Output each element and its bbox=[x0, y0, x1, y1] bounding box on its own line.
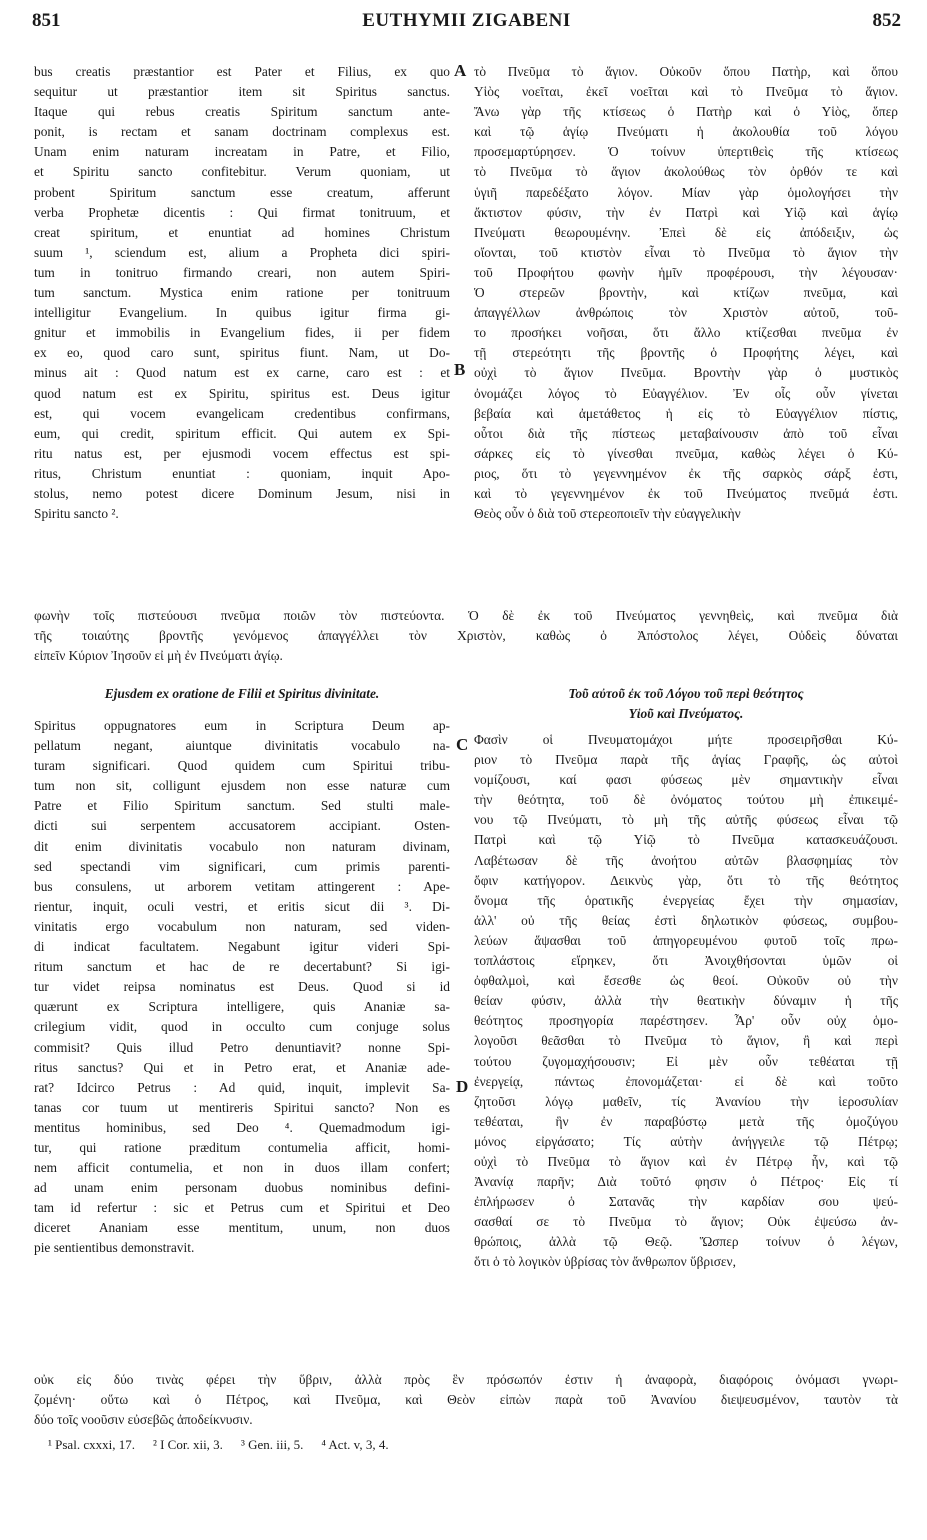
text-line: οὐχὶ τὸ Πνεῦμα τὸ ἅγιον καὶ ἐν Πέτρῳ ἦν, καὶ τῷ bbox=[474, 1153, 898, 1169]
text-line: ritum sanctum et hac de re decertabunt? Si igi- bbox=[34, 959, 450, 975]
text-line: vinitatis ergo vocabulum non naturam, sed viden- bbox=[34, 918, 450, 934]
text-line: Υἱὸς νοεῖται, ἐκεῖ νοεῖται καὶ τὸ Πνεῦμα τὸ ἅγιον. bbox=[474, 84, 898, 100]
text-line: οὐχὶ τὸ ἅγιον Πνεῦμα. Βροντὴν γὰρ ὁ μυστικὸς bbox=[474, 365, 898, 381]
text-line: stolus, nemo potest dicere Dominum Jesum, nisi in bbox=[34, 485, 450, 501]
text-line: sed spectandi vim significari, cum primis parenti- bbox=[34, 858, 450, 874]
text-line: diceret Ananiam esse mentitum, unum, non duos bbox=[34, 1220, 450, 1236]
text-line: τούτου ζυγομαχήσουσιν; Εἰ μὲν οὖν τεθέαται τῇ bbox=[474, 1053, 898, 1069]
text-line: οὗτοι διὰ τῆς πίστεως μεταβαίνουσιν ἀπὸ τοῦ εἶναι bbox=[474, 425, 898, 441]
greek-full-width-paragraph bbox=[34, 606, 898, 666]
text-line: rientur, inquit, oculi vestri, et eritis sicut dii ³. Di- bbox=[34, 898, 450, 914]
text-line: θεότητος προσηγορία παρέστησεν. Ἆρ' οὖν οὐχ ὁμο- bbox=[474, 1013, 898, 1029]
latin-column-top bbox=[34, 62, 450, 524]
text-line: Πνεύματι θεωρουμένην. Ἐπεὶ δὲ εἰς ἀπόδειξιν, ὡς bbox=[474, 224, 898, 240]
text-line: ἀπαγγέλλων ἀνθρώποις τὸν Χριστὸν αὐτοῦ, τοῦ- bbox=[474, 305, 898, 321]
text-line: τὴν θεότητα, τοῦ δὲ ὀνόματος τούτου μὴ ἐπικειμέ- bbox=[474, 792, 898, 808]
latin-heading-text: Ejusdem ex oratione de Filii et Spiritus divinitate. bbox=[104, 686, 380, 701]
text-line: mentitus hominibus, sed Deo ⁴. Quemadmodum igi- bbox=[34, 1119, 450, 1135]
text-line: καὶ τῷ ἁγίῳ Πνεύματι ἡ ἀκολουθία τοῦ λόγου bbox=[474, 124, 898, 140]
running-header bbox=[32, 8, 901, 34]
text-line: tam id refertur : sic et Petrus cum et Spiritui et Deo bbox=[34, 1200, 450, 1216]
greek-heading-line: Τοῦ αὐτοῦ ἐκ τοῦ Λόγου τοῦ περὶ θεότητος bbox=[568, 686, 804, 701]
running-title: EUTHYMII ZIGABENI bbox=[362, 10, 571, 31]
text-line: τῆς τοιαύτης βροντῆς γενόμενος ἀπαγγέλλει τὸν Χριστὸν, καθὼς ὁ Ἀπόστολος λέγει, Οὐδεὶς δύναται bbox=[34, 628, 898, 644]
text-line: Spiritu sancto ². bbox=[34, 506, 119, 522]
text-line: ὑγιῆ παρεδέξατο λόγον. Μίαν γὰρ ὁμολογήσει τὴν bbox=[474, 184, 898, 200]
text-line: ὅτι ὁ τὸ λογικὸν ὑβρίσας τὸν ἄνθρωπον ὕβρισεν, bbox=[474, 1254, 736, 1270]
text-line: προσεμαρτύρησεν. Ὁ τοίνυν ὑπερτιθεὶς τῆς κτίσεως bbox=[474, 144, 898, 160]
text-line: tum in tonitruo firmando creari, non autem Spiri- bbox=[34, 264, 450, 280]
text-line: nem afficit contumelia, et non in duos illam confert; bbox=[34, 1160, 450, 1176]
text-line: τὸ Πνεῦμα τὸ ἅγιον ἀκολούθως τὸν ὀρθόν τε καὶ bbox=[474, 164, 898, 180]
text-line: Φασὶν οἱ Πνευματομάχοι μήτε προσειρῆσθαι Κύ- bbox=[474, 732, 898, 747]
text-line: ὄφιν κατήγορον. Δεικνὺς γὰρ, ὅτι τὸ τῆς θεότητος bbox=[474, 872, 898, 888]
text-line: commisit? Quis illud Petro denuntiavit? nonne Spi- bbox=[34, 1039, 450, 1055]
text-line: di indicat facultatem. Negabunt igitur videri Spi- bbox=[34, 939, 450, 955]
text-line: dicti sui serpentem accusatorem accipiant. Osten- bbox=[34, 818, 450, 834]
greek-section-heading bbox=[474, 684, 898, 724]
text-line: καὶ τὸ γεγεννημένον ἐκ τοῦ Πνεύματος πνεῦμά ἐστι. bbox=[474, 485, 898, 501]
text-line: θείαν φύσιν, ἀλλὰ τὴν θεατικὴν δύναμιν ἡ τῆς bbox=[474, 993, 898, 1009]
text-line: τοπλάστοις εἴρηκεν, ὅτι Ἀνοιχθήσονται ὑμῶν οἱ bbox=[474, 953, 898, 969]
text-line: ἄκτιστον φύσιν, τὴν ἐν Πατρὶ καὶ Υἱῷ καὶ ἁγίῳ bbox=[474, 204, 898, 220]
text-line: σάρκες εἰς τὸ γίνεσθαι πνεῦμα, καθὼς λέγει ὁ Κύ- bbox=[474, 445, 898, 461]
text-line: gnitur et immobilis in Evangelium fides, ii per fidem bbox=[34, 325, 450, 341]
text-line: est, qui vocem evangelicam credentibus confirmans, bbox=[34, 405, 450, 421]
text-line: οὐκ εἰς δύο τινὰς φέρει τὴν ὕβριν, ἀλλὰ πρὸς ἓν πρόσωπόν ἐστιν ἡ ἀναφορὰ, διαφόροις ὀνόμασι γνωρι- bbox=[34, 1372, 898, 1387]
greek-column-top bbox=[474, 62, 898, 524]
latin-column-bottom bbox=[34, 716, 450, 1259]
text-line: intelligitur Evangelium. In quibus igitur firma gi- bbox=[34, 305, 450, 321]
text-line: ζομένη· οὕτω καὶ ὁ Πέτρος, καὶ Πνεῦμα, καὶ Θεὸν εἰπὼν παρὰ τοῦ Ἀνανίου διεψευσμένον, ταυτὸν τὰ bbox=[34, 1392, 898, 1408]
text-line: μόνος εἰργάσατο; Τίς αὐτὴν ἀνήγγειλε τῷ Πέτρῳ; bbox=[474, 1133, 898, 1149]
text-line: το προσήκει νοῆσαι, ὅτι ἄλλο κτίζεσθαι πνεῦμα ἐν bbox=[474, 325, 898, 341]
greek-closing-paragraph bbox=[34, 1370, 898, 1430]
section-marker-a: A bbox=[454, 61, 467, 80]
text-line: eum, qui credit, spiritum efficit. Qui autem ex Spi- bbox=[34, 425, 450, 441]
text-line: ὄνομα τῆς ὁρατικῆς ἐνεργείας ἔχει τὴν σημασίαν, bbox=[474, 892, 898, 908]
text-line: pie sentientibus demonstravit. bbox=[34, 1240, 195, 1256]
footnote: ³ Gen. iii, 5. bbox=[240, 1437, 304, 1452]
footnote: ⁴ Act. v, 3, 4. bbox=[321, 1437, 389, 1452]
section-marker-c: C bbox=[456, 735, 469, 754]
text-line: creat spiritum, et enuntiat ad homines Christum bbox=[34, 224, 450, 240]
text-line: Ἄνω γὰρ τῆς κτίσεως ὁ Πατὴρ καὶ ὁ Υἱὸς, ὅπερ bbox=[474, 104, 898, 120]
text-line: probent Spiritum sanctum esse creatum, afferunt bbox=[34, 184, 450, 200]
text-line: σασθαί σε τὸ Πνεῦμα τὸ ἅγιον; Οὐκ ἐψεύσω ἀν- bbox=[474, 1214, 898, 1230]
text-line: dit enim divinitatis vocabulo non naturam divinam, bbox=[34, 838, 450, 854]
text-line: tur, qui ratione præditum contumelia afficit, homi- bbox=[34, 1139, 450, 1155]
right-page-number: 852 bbox=[872, 10, 901, 31]
greek-column-bottom bbox=[474, 730, 898, 1273]
text-line: bus creatis præstantior est Pater et Filius, ex quo bbox=[34, 64, 450, 79]
text-line: ἐπλήρωσεν ὁ Σατανᾶς τὴν καρδίαν σου ψεύ- bbox=[474, 1194, 898, 1210]
text-line: νομίζουσι, καί φασι φύσεως μὲν σημαντικὴν εἶναι bbox=[474, 772, 898, 788]
text-line: Patre et Filio Spiritum sanctum. Sed stulti male- bbox=[34, 798, 450, 814]
text-line: δύο τοῖς νοοῦσιν εὐσεβῶς ἀποδείκνυσιν. bbox=[34, 1412, 253, 1428]
text-line: Ὁ στερεῶν βροντὴν, καὶ κτίζων πνεῦμα, καὶ bbox=[474, 285, 898, 301]
text-line: λογοῦσι θεᾶσθαι τὸ Πνεῦμα τὸ ἅγιον, ἢ καὶ περὶ bbox=[474, 1033, 898, 1049]
text-line: Πατρὶ καὶ τῷ Υἱῷ τὸ Πνεῦμα κατασκευάζουσι. bbox=[474, 832, 898, 848]
footnotes bbox=[48, 1437, 407, 1453]
text-line: τεθέαται, ἣν ἐν παραβύστῳ μετὰ τῆς ὁμοζύγου bbox=[474, 1113, 898, 1129]
text-line: tur videt reipsa nominatus est Deus. Quod si id bbox=[34, 979, 450, 995]
text-line: quærunt ex Scriptura intelligere, quis Ananiæ sa- bbox=[34, 999, 450, 1015]
text-line: quod natum est ex Spiritu, spiritus est. Deus igitur bbox=[34, 385, 450, 401]
text-line: ἀλλ' οὐ τῆς θείας ἐστὶ δηλωτικὸν φύσεως, συμβου- bbox=[474, 912, 898, 928]
text-line: φωνὴν τοῖς πιστεύουσι πνεῦμα ποιῶν τὸν πιστεύοντα. Ὁ δὲ ἐκ τοῦ Πνεύματος γεννηθεὶς, καὶ πνεῦμα διὰ bbox=[34, 608, 898, 623]
text-line: ριος, ὅτι τὸ γεγεννημένον ἐκ τῆς σαρκὸς σάρξ ἐστι, bbox=[474, 465, 898, 481]
text-line: ex eo, quod caro sunt, spiritus fiunt. Nam, ut Do- bbox=[34, 345, 450, 361]
footnote: ¹ Psal. cxxxi, 17. bbox=[48, 1437, 135, 1452]
text-line: ὀφθαλμοὶ, καὶ ἔσεσθε ὡς θεοί. Οὐκοῦν οὐ τὴν bbox=[474, 973, 898, 989]
left-page-number: 851 bbox=[32, 10, 61, 31]
text-line: suum ¹, sciendum est, alium a Propheta dici spiri- bbox=[34, 244, 450, 260]
text-line: Unam enim naturam increatam in Patre, et Filio, bbox=[34, 144, 450, 160]
text-line: τὸ Πνεῦμα τὸ ἅγιον. Οὐκοῦν ὅπου Πατὴρ, καὶ ὅπου bbox=[474, 64, 898, 79]
text-line: ζητοῦσι λόγῳ μαθεῖν, τίς Ἀνανίου τὴν ἱεροσυλίαν bbox=[474, 1093, 898, 1109]
text-line: εἰπεῖν Κύριον Ἰησοῦν εἰ μὴ ἐν Πνεύματι ἁγίῳ. bbox=[34, 648, 283, 664]
text-line: sequitur ut præstantior item sit Spiritus sanctus. bbox=[34, 84, 450, 100]
text-line: ριον τὸ Πνεῦμα παρὰ τῆς ἁγίας Γραφῆς, ὡς αὐτοὶ bbox=[474, 752, 898, 768]
text-line: νου τῷ Πνεύματι, τὸ μὴ τῆς αὐτῆς φύσεως εἶναι τῷ bbox=[474, 812, 898, 828]
text-line: ὀνομάζει λόγος τὸ Εὐαγγέλιον. Ἐν οἷς οὖν γίνεται bbox=[474, 385, 898, 401]
text-line: tanas cor tuum ut mentireris Spiritui sancto? Non es bbox=[34, 1099, 450, 1115]
text-line: ritus sanctus? Qui et in Petro erat, et Ananiæ ade- bbox=[34, 1059, 450, 1075]
text-line: ad unam enim personam duobus nominibus defini- bbox=[34, 1180, 450, 1196]
text-line: Ἀνανίᾳ παρῆν; Διὰ τοῦτό φησιν ὁ Πέτρος· Εἰς τί bbox=[474, 1174, 898, 1190]
text-line: minus ait : Quod natum est ex carne, caro est : et bbox=[34, 365, 450, 381]
text-line: bus consulens, ut arborem vetitam attingerent : Ape- bbox=[34, 878, 450, 894]
text-line: verba Prophetæ dicentis : Qui firmat tonitruum, et bbox=[34, 204, 450, 220]
text-line: Spiritus oppugnatores eum in Scriptura Deum ap- bbox=[34, 718, 450, 733]
text-line: ponit, is rectam et sanam doctrinam complexus est. bbox=[34, 124, 450, 140]
section-marker-b: B bbox=[454, 360, 466, 379]
footnote: ² I Cor. xii, 3. bbox=[152, 1437, 223, 1452]
text-line: ritus, Christum enuntiat : quoniam, inquit Apo- bbox=[34, 465, 450, 481]
text-line: τῇ στερεότητι τῆς βροντῆς ὁ Προφήτης λέγει, καὶ bbox=[474, 345, 898, 361]
text-line: turam significari. Quod quidem cum Spiritui tribu- bbox=[34, 758, 450, 774]
text-line: οἴονται, τοῦ κτιστὸν εἶναι τὸ Πνεῦμα τὸ ἅγιον τὴν bbox=[474, 244, 898, 260]
greek-heading-line: Υἱοῦ καὶ Πνεύματος. bbox=[628, 706, 744, 722]
text-line: pellatum negant, aiuntque divinitatis vocabulo na- bbox=[34, 738, 450, 754]
text-line: Itaque qui rebus creatis Spiritum sanctum ante- bbox=[34, 104, 450, 120]
text-line: Θεὸς οὖν ὁ διὰ τοῦ στερεοποιεῖν τὴν εὐαγγελικὴν bbox=[474, 506, 741, 522]
text-line: rat? Idcirco Petrus : Ad quid, inquit, implevit Sa- bbox=[34, 1079, 450, 1095]
text-line: ἐνεργείᾳ, πάντως ἐπονομάζεται· εἰ δὲ καὶ τοῦτο bbox=[474, 1073, 898, 1089]
text-line: βεβαία καὶ ἀμετάθετος ἡ εἰς τὸ Εὐαγγέλιον πίστις, bbox=[474, 405, 898, 421]
text-line: Λαβέτωσαν δὲ τῆς ἀνοήτου αὐτῶν βλασφημίας τὸν bbox=[474, 852, 898, 868]
text-line: et Spiritu sancto confitebitur. Verum quoniam, ut bbox=[34, 164, 450, 180]
text-line: ritu natus est, per ejusmodi vocem effectus est spi- bbox=[34, 445, 450, 461]
text-line: tum sanctum. Mystica enim ratione per tonitruum bbox=[34, 285, 450, 301]
text-line: θρώποις, ἀλλὰ τῷ Θεῷ. Ὥσπερ τοίνυν ὁ λέγων, bbox=[474, 1234, 898, 1250]
text-line: τοῦ Προφήτου φωνὴν ἡμῖν προφέρουσι, τὴν λέγουσαν· bbox=[474, 264, 898, 280]
latin-section-heading bbox=[34, 684, 450, 704]
text-line: λεύων ἅψασθαι τοῦ ἀπηγορευμένου φυτοῦ τοῖς πρω- bbox=[474, 932, 898, 948]
text-line: crilegium vidit, quod in occulto cum conjuge solus bbox=[34, 1019, 450, 1035]
section-marker-d: D bbox=[456, 1077, 469, 1096]
text-line: tum non sit, colligunt ejusdem non esse naturæ cum bbox=[34, 778, 450, 794]
